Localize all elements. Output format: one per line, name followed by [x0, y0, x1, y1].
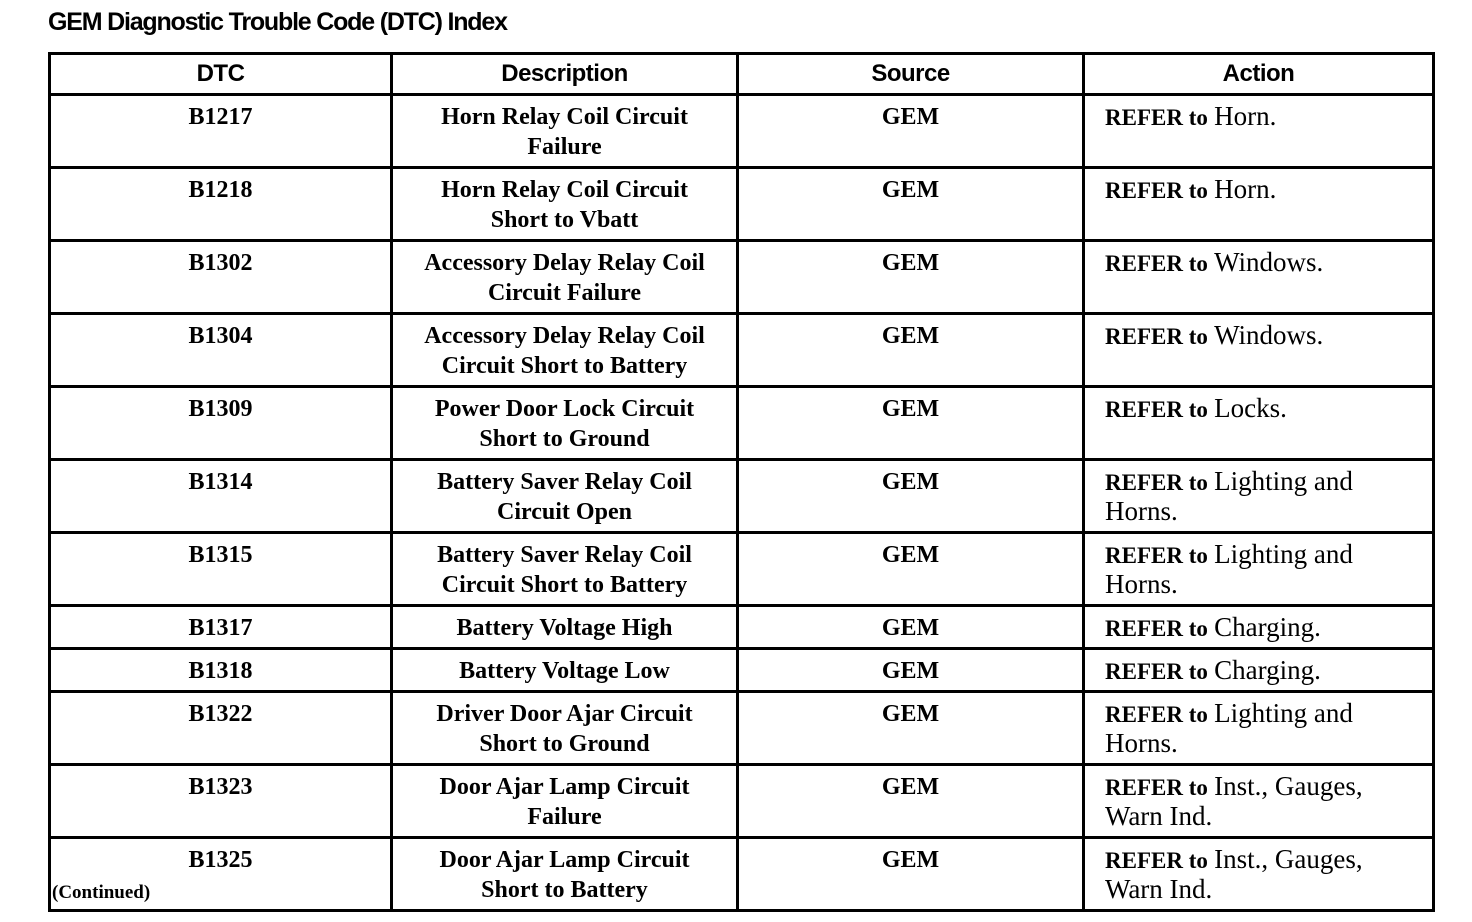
- dtc-description: [392, 460, 738, 533]
- action-line: [1105, 570, 1432, 600]
- description-line: Circuit Failure: [487, 280, 642, 306]
- refer-target: Charging.: [1214, 655, 1321, 685]
- action-line: [1105, 772, 1432, 802]
- dtc-action: [1084, 692, 1434, 765]
- dtc-code: B1318: [50, 649, 392, 692]
- refer-label: REFER to: [1105, 616, 1208, 641]
- dtc-action: [1084, 533, 1434, 606]
- action-line: [1105, 613, 1432, 643]
- action-line: [1105, 845, 1432, 875]
- table-row: [50, 533, 1434, 606]
- refer-target: Windows.: [1214, 320, 1324, 350]
- description-line: Battery Voltage Low: [459, 658, 670, 684]
- action-line: [1105, 321, 1432, 351]
- description-line: Battery Voltage High: [456, 615, 673, 641]
- action-line: [1105, 729, 1432, 759]
- dtc-action: [1084, 314, 1434, 387]
- dtc-code: B1317: [50, 606, 392, 649]
- action-line: [1105, 656, 1432, 686]
- refer-target: Horns.: [1105, 728, 1178, 758]
- dtc-action: [1084, 606, 1434, 649]
- dtc-source: GEM: [738, 533, 1084, 606]
- description-line: Failure: [527, 804, 602, 830]
- refer-target: Inst., Gauges,: [1214, 771, 1363, 801]
- dtc-code: B1322: [50, 692, 392, 765]
- dtc-code: B1325: [50, 838, 392, 911]
- dtc-source: GEM: [738, 241, 1084, 314]
- refer-label: REFER to: [1105, 702, 1208, 727]
- table-row: [50, 460, 1434, 533]
- dtc-code: B1218: [50, 168, 392, 241]
- description-line: Circuit Short to Battery: [441, 353, 688, 379]
- table-row: [50, 314, 1434, 387]
- dtc-action: [1084, 241, 1434, 314]
- dtc-action: [1084, 649, 1434, 692]
- refer-label: REFER to: [1105, 251, 1208, 276]
- dtc-code: B1309: [50, 387, 392, 460]
- description-line: Failure: [527, 134, 602, 160]
- action-line: [1105, 394, 1432, 424]
- description-line: Door Ajar Lamp Circuit: [439, 774, 690, 800]
- description-line: Short to Ground: [479, 731, 650, 757]
- action-line: [1105, 467, 1432, 497]
- refer-target: Charging.: [1214, 612, 1321, 642]
- dtc-source: GEM: [738, 838, 1084, 911]
- refer-target: Warn Ind.: [1105, 874, 1213, 904]
- dtc-description: [392, 606, 738, 649]
- refer-label: REFER to: [1105, 397, 1208, 422]
- page-title: GEM Diagnostic Trouble Code (DTC) Index: [48, 8, 507, 36]
- dtc-action: [1084, 838, 1434, 911]
- table-body: [50, 95, 1434, 911]
- action-line: [1105, 497, 1432, 527]
- description-line: Power Door Lock Circuit: [434, 396, 695, 422]
- dtc-description: [392, 387, 738, 460]
- description-line: Horn Relay Coil Circuit: [441, 177, 688, 203]
- table-header-row: [50, 54, 1434, 95]
- dtc-source: GEM: [738, 606, 1084, 649]
- dtc-source: GEM: [738, 168, 1084, 241]
- table-row: [50, 692, 1434, 765]
- dtc-description: [392, 533, 738, 606]
- description-line: Battery Saver Relay Coil: [437, 469, 692, 495]
- dtc-description: [392, 241, 738, 314]
- description-line: Horn Relay Coil Circuit: [441, 104, 688, 130]
- dtc-source: GEM: [738, 314, 1084, 387]
- action-line: [1105, 699, 1432, 729]
- dtc-description: [392, 168, 738, 241]
- action-line: [1105, 248, 1432, 278]
- dtc-source: GEM: [738, 765, 1084, 838]
- refer-label: REFER to: [1105, 470, 1208, 495]
- action-line: [1105, 102, 1432, 132]
- dtc-action: [1084, 765, 1434, 838]
- description-line: Short to Battery: [481, 877, 648, 903]
- dtc-source: GEM: [738, 387, 1084, 460]
- refer-target: Lighting and: [1214, 539, 1353, 569]
- action-line: [1105, 875, 1432, 905]
- refer-target: Lighting and: [1214, 466, 1353, 496]
- table-row: [50, 241, 1434, 314]
- dtc-code: B1217: [50, 95, 392, 168]
- table-row: [50, 95, 1434, 168]
- column-header-source: Source: [738, 54, 1084, 95]
- dtc-code: B1302: [50, 241, 392, 314]
- dtc-action: [1084, 387, 1434, 460]
- refer-target: Horn.: [1214, 101, 1277, 131]
- refer-target: Lighting and: [1214, 698, 1353, 728]
- table-row: [50, 765, 1434, 838]
- refer-target: Windows.: [1214, 247, 1324, 277]
- refer-label: REFER to: [1105, 775, 1208, 800]
- refer-label: REFER to: [1105, 105, 1208, 130]
- refer-label: REFER to: [1105, 659, 1208, 684]
- dtc-index-table: [48, 52, 1435, 912]
- dtc-action: [1084, 168, 1434, 241]
- column-header-dtc: DTC: [50, 54, 392, 95]
- action-line: [1105, 175, 1432, 205]
- description-line: Battery Saver Relay Coil: [437, 542, 692, 568]
- action-line: [1105, 802, 1432, 832]
- refer-label: REFER to: [1105, 848, 1208, 873]
- description-line: Accessory Delay Relay Coil: [424, 250, 705, 276]
- dtc-description: [392, 692, 738, 765]
- table-row: [50, 838, 1434, 911]
- dtc-description: [392, 314, 738, 387]
- dtc-source: GEM: [738, 692, 1084, 765]
- refer-target: Horns.: [1105, 569, 1178, 599]
- refer-label: REFER to: [1105, 543, 1208, 568]
- table-row: [50, 387, 1434, 460]
- refer-target: Horn.: [1214, 174, 1277, 204]
- dtc-code: B1304: [50, 314, 392, 387]
- description-line: Accessory Delay Relay Coil: [424, 323, 705, 349]
- refer-target: Locks.: [1214, 393, 1287, 423]
- dtc-action: [1084, 95, 1434, 168]
- dtc-code: B1314: [50, 460, 392, 533]
- dtc-source: GEM: [738, 649, 1084, 692]
- refer-target: Warn Ind.: [1105, 801, 1213, 831]
- column-header-action: Action: [1084, 54, 1434, 95]
- dtc-description: [392, 649, 738, 692]
- refer-label: REFER to: [1105, 324, 1208, 349]
- table-row: [50, 168, 1434, 241]
- dtc-code: B1315: [50, 533, 392, 606]
- dtc-source: GEM: [738, 95, 1084, 168]
- description-line: Circuit Short to Battery: [441, 572, 688, 598]
- description-line: Short to Ground: [479, 426, 650, 452]
- action-line: [1105, 540, 1432, 570]
- description-line: Driver Door Ajar Circuit: [436, 701, 693, 727]
- dtc-description: [392, 838, 738, 911]
- column-header-description: Description: [392, 54, 738, 95]
- dtc-description: [392, 765, 738, 838]
- table-row: [50, 649, 1434, 692]
- dtc-description: [392, 95, 738, 168]
- refer-target: Horns.: [1105, 496, 1178, 526]
- continued-note: (Continued): [52, 882, 151, 903]
- refer-label: REFER to: [1105, 178, 1208, 203]
- refer-target: Inst., Gauges,: [1214, 844, 1363, 874]
- description-line: Door Ajar Lamp Circuit: [439, 847, 690, 873]
- dtc-source: GEM: [738, 460, 1084, 533]
- dtc-action: [1084, 460, 1434, 533]
- dtc-code: B1323: [50, 765, 392, 838]
- description-line: Short to Vbatt: [490, 207, 639, 233]
- table-row: [50, 606, 1434, 649]
- description-line: Circuit Open: [497, 499, 632, 525]
